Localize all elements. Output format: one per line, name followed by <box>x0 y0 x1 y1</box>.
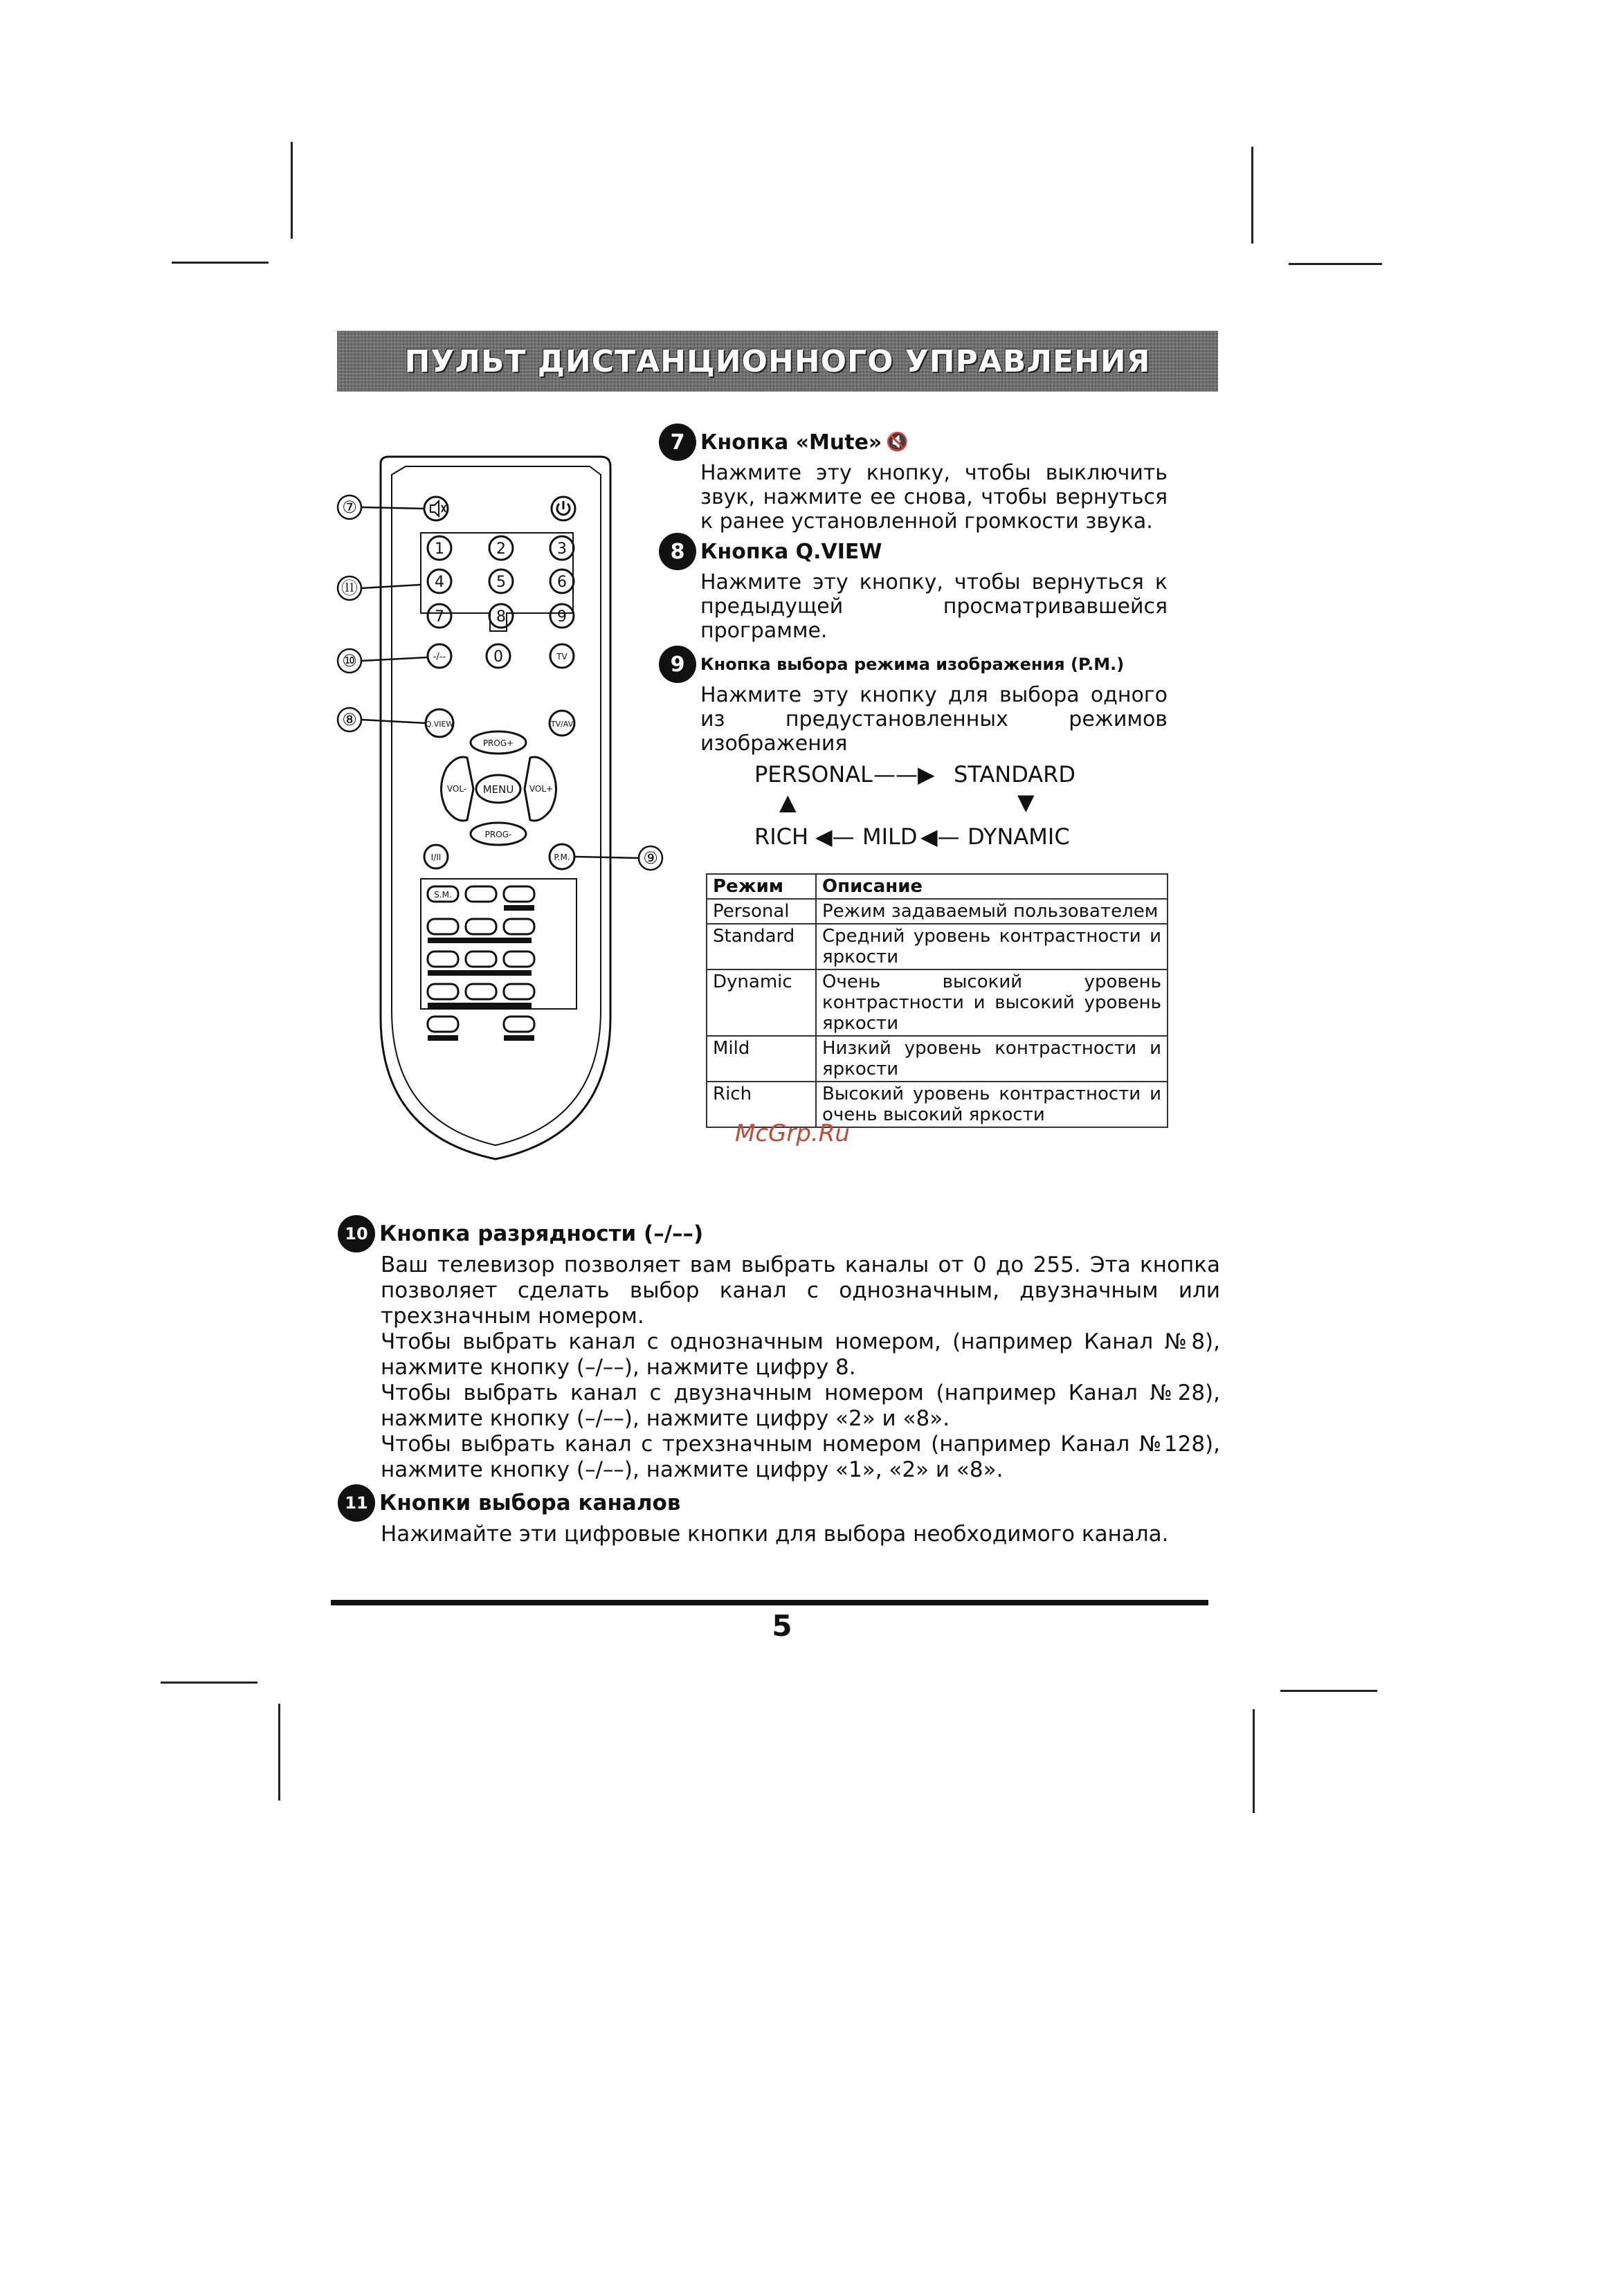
mode-cell: Dynamic <box>707 969 816 1036</box>
table-row <box>707 899 1168 924</box>
section-paragraph: Чтобы выбрать канал с двузначным номером (например Канал №28), нажмите кнопку (–/––), нажмите цифру «2» и «8». <box>381 1381 1220 1431</box>
digit-4-label: 4 <box>435 574 444 591</box>
section-badge: 10 <box>338 1215 375 1252</box>
section-title: Кнопка разрядности (–/––) <box>379 1221 704 1246</box>
prog-up-label: PROG+ <box>482 738 514 748</box>
section-digits <box>338 1215 1220 1483</box>
section-body <box>338 1252 1220 1483</box>
desc-cell: Средний уровень контрастности и яркости <box>816 924 1168 969</box>
crop-mark <box>1253 1709 1255 1813</box>
section-badge: 8 <box>659 533 696 570</box>
tvav-label: TV/AV <box>550 720 574 729</box>
callout-8-line <box>361 720 426 723</box>
digit-8-label: 8 <box>496 608 506 626</box>
digit-9-label: 9 <box>557 608 567 626</box>
crop-mark <box>1289 263 1382 265</box>
pm-label: P.M. <box>554 853 570 862</box>
teletext-button <box>466 984 496 999</box>
digit-0-label: 0 <box>493 648 503 666</box>
callout-7-label: ⑦ <box>342 498 357 517</box>
dash-label: -/-- <box>433 652 446 662</box>
digit-6-label: 6 <box>557 574 567 591</box>
color-key-strip <box>504 905 534 911</box>
tv-label: TV <box>556 652 568 662</box>
flow-mild: MILD <box>862 823 918 850</box>
section-badge: 7 <box>659 423 696 461</box>
teletext-button <box>466 919 496 934</box>
section-digits-header <box>338 1215 1220 1252</box>
teletext-button <box>428 984 458 999</box>
remote-body-outline <box>381 457 610 1159</box>
mute-icon: 🔇 <box>886 431 909 453</box>
page-number: 5 <box>772 1609 792 1643</box>
qview-label: Q.VIEW <box>425 720 454 729</box>
watermark: McGrp.Ru <box>735 1120 850 1147</box>
remote-illustration <box>325 443 685 1201</box>
flow-arrow-up: ▲ <box>779 789 797 815</box>
callout-8-label: ⑧ <box>342 710 357 729</box>
teletext-button <box>466 886 496 902</box>
digit-3-label: 3 <box>557 540 567 558</box>
section-pm <box>659 646 1168 756</box>
teletext-button <box>428 1017 458 1032</box>
section-mute-header <box>659 423 1168 461</box>
flow-standard: STANDARD <box>954 761 1076 787</box>
table-row <box>707 1036 1168 1082</box>
crop-mark <box>172 262 269 264</box>
section-body: Нажмите эту кнопку, чтобы вернуться к предыдущей просматривавшейся программе. <box>700 570 1168 643</box>
flow-arrow-down: ▼ <box>1017 789 1035 815</box>
mode-cell: Mild <box>707 1036 816 1082</box>
flow-dynamic: DYNAMIC <box>968 823 1070 850</box>
section-badge: 11 <box>338 1484 375 1522</box>
mute-icon <box>430 501 446 516</box>
color-key-strip <box>428 970 532 976</box>
section-paragraph: Чтобы выбрать канал с однозначным номером, (например Канал №8), нажмите кнопку (–/––), нажмите цифру 8. <box>381 1329 1220 1380</box>
section-qview-header <box>659 533 1168 570</box>
teletext-button <box>504 1017 534 1032</box>
section-body: Нажимайте эти цифровые кнопки для выбора необходимого канала. <box>381 1522 1169 1547</box>
remote-body-inner <box>392 466 601 1145</box>
teletext-button <box>428 951 458 967</box>
section-paragraph: Чтобы выбрать канал с трехзначным номером (например Канал №128), нажмите кнопку (–/––), нажмите цифру «1», «2» и «8». <box>381 1432 1220 1482</box>
digit-5-label: 5 <box>496 574 506 591</box>
desc-cell: Высокий уровень контрастности и очень высокий яркости <box>816 1082 1168 1127</box>
table-header-row <box>707 874 1168 899</box>
section-title: Кнопка «Mute» <box>700 430 882 455</box>
callout-9-label: ⑨ <box>643 848 658 868</box>
desc-cell: Режим задаваемый пользователем <box>816 899 1168 924</box>
digit-1-label: 1 <box>435 540 444 558</box>
section-body: Нажмите эту кнопку для выбора одного из предустановленных режимов изображения <box>700 683 1168 756</box>
teletext-button <box>504 984 534 999</box>
lang-label: I/II <box>430 853 442 862</box>
table-header-desc: Описание <box>816 874 1168 899</box>
mode-cell: Personal <box>707 899 816 924</box>
bottom-rule <box>331 1600 1208 1605</box>
flow-arrow-left: ◀— <box>815 823 855 850</box>
color-key-strip <box>428 938 532 943</box>
teletext-button <box>428 919 458 934</box>
desc-cell: Низкий уровень контрастности и яркости <box>816 1036 1168 1082</box>
mode-cell: Rich <box>707 1082 816 1127</box>
teletext-button <box>504 919 534 934</box>
teletext-button <box>504 951 534 967</box>
page-title-bar <box>337 331 1218 392</box>
callout-10-line <box>361 657 427 661</box>
callout-9-line <box>574 857 639 858</box>
table-row <box>707 924 1168 969</box>
section-title: Кнопки выбора каналов <box>379 1490 681 1515</box>
mode-table <box>706 873 1168 1128</box>
section-body: Нажмите эту кнопку, чтобы выключить звук, нажмите ее снова, чтобы вернуться к ранее установленной громкости звука. <box>700 461 1168 534</box>
table-header-mode: Режим <box>707 874 816 899</box>
flow-personal: PERSONAL <box>754 761 873 787</box>
prog-down-label: PROG- <box>484 830 512 839</box>
menu-label: MENU <box>482 783 514 796</box>
crop-mark <box>278 1704 280 1801</box>
crop-mark <box>291 142 293 239</box>
section-mute <box>659 423 1168 534</box>
power-icon <box>557 501 570 515</box>
section-channels-header <box>338 1484 1220 1522</box>
page-title: ПУЛЬТ ДИСТАНЦИОННОГО УПРАВЛЕНИЯ <box>404 343 1151 379</box>
section-title: Кнопка выбора режима изображения (P.M.) <box>700 654 1125 674</box>
section-title: Кнопка Q.VIEW <box>700 539 882 564</box>
digit-7-label: 7 <box>435 608 444 626</box>
section-qview <box>659 533 1168 643</box>
section-channels <box>338 1484 1220 1547</box>
table-row <box>707 969 1168 1036</box>
section-badge: 9 <box>659 646 696 683</box>
color-key-strip <box>428 1035 458 1041</box>
vol-down-label: VOL- <box>446 784 467 794</box>
crop-mark <box>1280 1690 1377 1692</box>
desc-cell: Очень высокий уровень контрастности и высокий уровень яркости <box>816 969 1168 1036</box>
crop-mark <box>1251 147 1253 244</box>
section-pm-header <box>659 646 1168 683</box>
sm-label: S.M. <box>434 890 452 900</box>
callout-11-label: ⑪ <box>341 578 358 598</box>
mode-cell: Standard <box>707 924 816 969</box>
callout-10-label: ⑩ <box>342 651 357 671</box>
sleep-button <box>504 886 534 902</box>
mode-flow-diagram <box>754 761 1114 858</box>
flow-rich: RICH <box>754 823 809 850</box>
crop-mark <box>161 1682 257 1684</box>
vol-up-label: VOL+ <box>529 784 554 794</box>
flow-arrow-left: ◀— <box>920 823 960 850</box>
teletext-button <box>466 951 496 967</box>
flow-arrow-right: ——▶ <box>873 761 935 787</box>
callout-7-line <box>361 507 424 509</box>
section-paragraph: Ваш телевизор позволяет вам выбрать каналы от 0 до 255. Эта кнопка позволяет сделать выбор канал с однозначным, двузначным или трехзначным номером. <box>381 1252 1220 1329</box>
digit-2-label: 2 <box>496 540 506 558</box>
color-key-strip <box>504 1035 534 1041</box>
color-key-strip <box>428 1003 532 1008</box>
